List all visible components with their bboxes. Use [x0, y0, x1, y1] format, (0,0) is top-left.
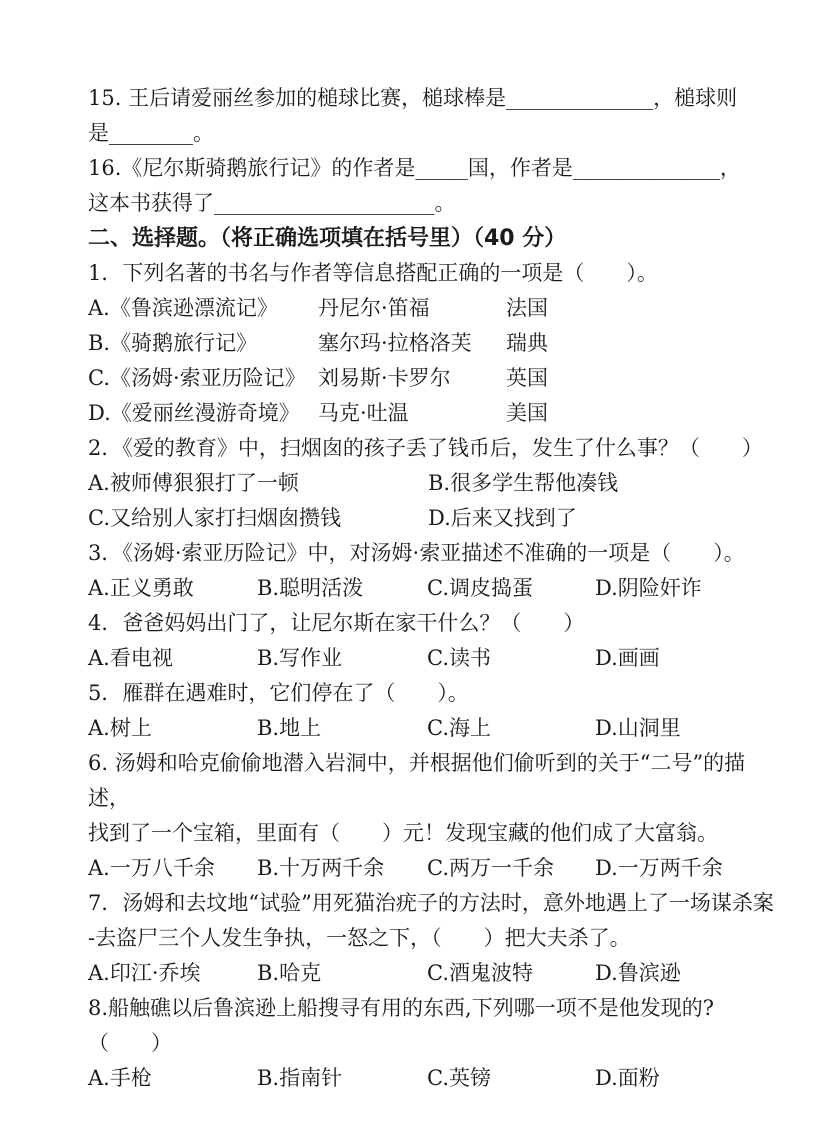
q3-stem: 3．《汤姆·索亚历险记》中，对汤姆·索亚描述不准确的一项是（ ）。 — [88, 541, 745, 565]
q7-option-b: B.哈克 — [257, 961, 322, 985]
q8-option-a: A.手枪 — [88, 1066, 152, 1090]
fill-in-q15-line2: 是________。 — [88, 121, 214, 145]
q3-option-b: B.聪明活泼 — [257, 576, 364, 600]
q2-option-b: B.很多学生帮他凑钱 — [428, 471, 619, 495]
q3-options-row — [88, 571, 777, 606]
q6-option-a: A.一万八千余 — [88, 856, 215, 880]
fill-in-q15-line1: 15. 王后请爱丽丝参加的槌球比赛，槌球棒是______________，槌球则 — [88, 86, 738, 110]
q7-option-c: C.酒鬼波特 — [427, 961, 533, 985]
q8-option-c: C.英镑 — [427, 1066, 491, 1090]
section2-header: 二、选择题。（将正确选项填在括号里）（40 分） — [88, 226, 567, 251]
q3-option-d: D.阴险奸诈 — [595, 576, 702, 600]
q7-stem-line2: -去盗尸三个人发生争执，一怒之下，（ ）把大夫杀了。 — [88, 926, 631, 950]
q6-stem-line1: 6. 汤姆和哈克偷偷地潜入岩洞中，并根据他们偷听到的关于“二号”的描述， — [88, 751, 746, 810]
q6-options-row — [88, 851, 777, 886]
q2-option-c: C.又给别人家打扫烟囱攒钱 — [88, 506, 341, 530]
q1-row-d-country: 美国 — [506, 401, 548, 425]
q2-option-d: D.后来又找到了 — [428, 506, 577, 530]
q5-option-c: C.海上 — [427, 716, 491, 740]
q1-row-a-country: 法国 — [506, 296, 548, 320]
q4-option-c: C.读书 — [427, 646, 491, 670]
q1-row-b-author: 塞尔玛·拉格洛芙 — [318, 331, 472, 355]
q4-stem: 4．爸爸妈妈出门了，让尼尔斯在家干什么？（ ） — [88, 611, 585, 635]
q8-option-b: B.指南针 — [257, 1066, 343, 1090]
q6-stem-line2: 找到了一个宝箱，里面有（ ）元！发现宝藏的他们成了大富翁。 — [88, 821, 718, 845]
q1-row-b-title: B.《骑鹅旅行记》 — [88, 331, 258, 355]
q1-row-b — [88, 326, 777, 361]
q7-option-a: A.印江·乔埃 — [88, 961, 201, 985]
q5-option-d: D.山洞里 — [595, 716, 681, 740]
q1-row-a-title: A.《鲁滨逊漂流记》 — [88, 296, 278, 320]
q1-row-c-country: 英国 — [506, 366, 548, 390]
q1-row-a-author: 丹尼尔·笛福 — [318, 296, 430, 320]
q1-stem: 1．下列名著的书名与作者等信息搭配正确的一项是（ ）。 — [88, 261, 658, 285]
q1-row-c — [88, 361, 777, 396]
q2-options-row2 — [88, 501, 777, 536]
q1-row-d — [88, 396, 777, 431]
q2-option-a: A.被师傅狠狠打了一顿 — [88, 471, 299, 495]
q4-option-b: B.写作业 — [257, 646, 343, 670]
q3-option-a: A.正义勇敢 — [88, 576, 194, 600]
q3-option-c: C.调皮捣蛋 — [427, 576, 533, 600]
q7-option-d: D.鲁滨逊 — [595, 961, 681, 985]
fill-in-q16-line1: 16.《尼尔斯骑鹅旅行记》的作者是_____国，作者是______________， — [88, 156, 741, 180]
q1-row-b-country: 瑞典 — [506, 331, 548, 355]
q7-stem-line1: 7．汤姆和去坟地“试验”用死猫治疣子的方法时，意外地遇上了一场谋杀案 — [88, 891, 774, 915]
q8-option-d: D.面粉 — [595, 1066, 660, 1090]
q7-options-row — [88, 956, 777, 991]
q6-option-b: B.十万两千余 — [257, 856, 385, 880]
q1-row-d-title: D.《爱丽丝漫游奇境》 — [88, 401, 300, 425]
q8-stem: 8.船触礁以后鲁滨逊上船搜寻有用的东西,下列哪一项不是他发现的?（ ） — [88, 996, 714, 1055]
q6-option-d: D.一万两千余 — [595, 856, 723, 880]
q2-stem: 2．《爱的教育》中，扫烟囱的孩子丢了钱币后，发生了什么事？（ ） — [88, 436, 763, 460]
q5-stem: 5．雁群在遇难时，它们停在了（ ）。 — [88, 681, 469, 705]
q1-row-d-author: 马克·吐温 — [318, 401, 409, 425]
q8-options-row — [88, 1061, 777, 1096]
q4-options-row — [88, 641, 777, 676]
q4-option-a: A.看电视 — [88, 646, 173, 670]
q1-row-c-author: 刘易斯·卡罗尔 — [318, 366, 451, 390]
fill-in-q16-line2: 这本书获得了_____________________。 — [88, 191, 456, 215]
q5-option-b: B.地上 — [257, 716, 322, 740]
q5-option-a: A.树上 — [88, 716, 152, 740]
q2-options-row1 — [88, 466, 777, 501]
q6-option-c: C.两万一千余 — [427, 856, 554, 880]
q1-row-c-title: C.《汤姆·索亚历险记》 — [88, 366, 306, 390]
q4-option-d: D.画画 — [595, 646, 660, 670]
q5-options-row — [88, 711, 777, 746]
q1-row-a — [88, 291, 777, 326]
